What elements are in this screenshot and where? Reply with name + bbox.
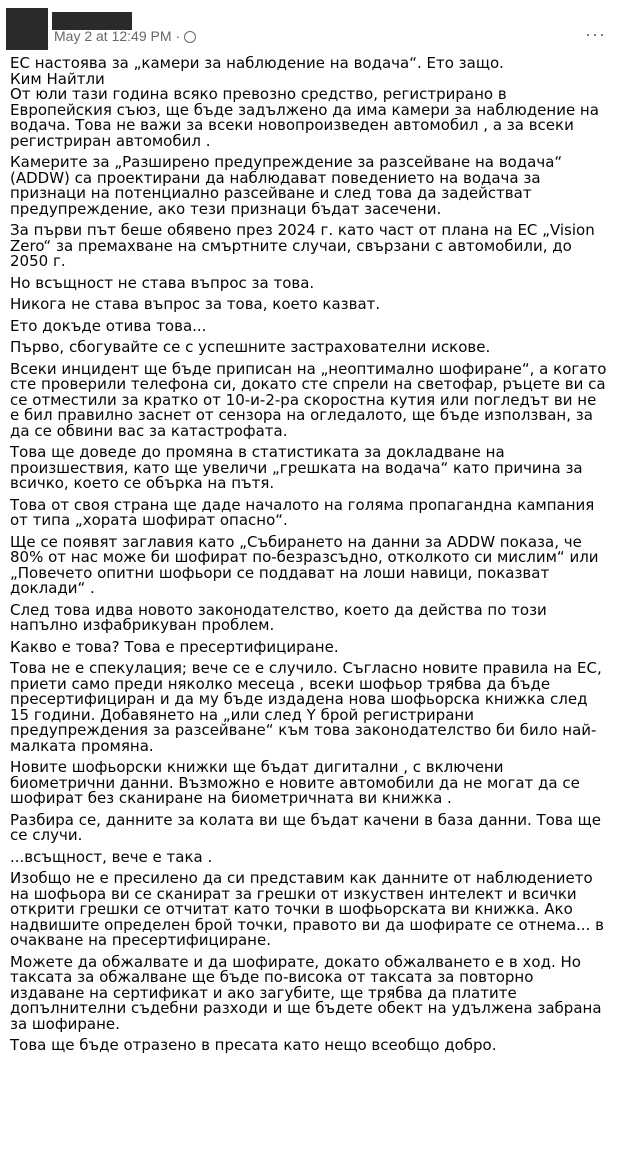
post-paragraph: ...всъщност, вече е така . (10, 847, 213, 866)
post-paragraph: След това идва новото законодателство, което да действа по този напълно изфабрикуван проблем. (10, 600, 547, 634)
post-paragraph: Това не е спекулация; вече се е случило. Съгласно новите правила на ЕС, приети само преди няколко месеца , всеки шофьор трябва да бъде пресертифициран и да му бъде издадена нова шофьорска книжка след 15 години. Добавянето на „или след Y брой регистрирани предупреждения за разсейване“ към това законодателство би било най-малката промяна. (10, 659, 602, 755)
post-paragraph: Можете да обжалвате и да шофирате, докато обжалването е в ход. Но таксата за обжалване ще бъде по-висока от таксата за повторно издаване на сертификат и ако загубите, ще трябва да платите допълнителни съдебни разходи и ще бъдете обект на удължена забрана за шофиране. (10, 952, 602, 1033)
more-options-button[interactable]: ··· (585, 24, 606, 44)
meta-separator: · (175, 28, 181, 44)
post-paragraph: Разбира се, данните за колата ви ще бъдат качени в база данни. Това ще се случи. (10, 810, 602, 844)
post-meta (54, 28, 196, 44)
post-paragraph: Камерите за „Разширено предупреждение за разсейване на водача“ (ADDW) са проектирани да наблюдават поведението на водача за признаци на потенциално разсейване и след това да задействат предупреждение, ако тези признаци бъдат засечени. (10, 153, 563, 218)
post-paragraph: Какво е това? Това е пресертифициране. (10, 637, 339, 656)
post-body (10, 56, 608, 1060)
avatar[interactable] (6, 8, 48, 50)
post-paragraph: Никога не става въпрос за това, което казват. (10, 295, 381, 313)
post-paragraph: Ще се появят заглавия като „Събирането на данни за ADDW показа, че 80% от нас може би шофират по-безразсъдно, отколкото си мислим“ или „Повечето опитни шофьори се поддават на лоши навици, показват доклади“ . (10, 532, 599, 597)
post-paragraph: Първо, сбогувайте се с успешните застрахователни искове. (10, 338, 491, 356)
post-paragraph: Изобщо не е пресилено да си представим как данните от наблюдението на шофьора ви се сканират за грешки от изкуствен интелект и всички открити грешки се отчитат като точки в шофьорската ви книжка. Ако надвишите определен брой точки, правото ви да шофирате се отнема... в очакване на пресертифициране. (10, 869, 604, 949)
post-paragraph: Това ще бъде отразено в пресата като нещо всеобщо добро. (10, 1036, 497, 1054)
post-paragraph: Това ще доведе до промяна в статистиката за докладване на произшествия, като ще увеличи „грешката на водача“ като причина за всичко, което се обърка на пътя. (10, 443, 583, 492)
post-paragraph: Това от своя страна ще даде началото на голяма пропагандна кампания от типа „хората шофират опасно“. (10, 495, 595, 529)
post-header (0, 0, 618, 56)
post-paragraph: Ето докъде отива това... (10, 316, 207, 335)
post-paragraph: Новите шофьорски книжки ще бъдат дигитални , с включени биометрични данни. Възможно е новите автомобили да не могат да се шофират без сканиране на биометричната ви книжка . (10, 758, 580, 807)
post-timestamp[interactable]: May 2 at 12:49 PM (54, 28, 172, 44)
post-paragraph: ЕС настоява за „камери за наблюдение на водача“. Ето защо. Ким Найтли От юли тази година всяко превозно средство, регистрирано в Европейския съюз, ще бъде задължено да има камери за наблюдение на водача. Това не важи за всеки новопроизведен автомобил , а за всеки регистриран автомобил . (10, 54, 599, 150)
post-paragraph: Но всъщност не става въпрос за това. (10, 273, 315, 292)
post-paragraph: За първи път беше обявено през 2024 г. като част от плана на ЕС „Vision Zero“ за премахване на смъртните случаи, свързани с автомобили, до 2050 г. (10, 221, 595, 270)
post-paragraph: Всеки инцидент ще бъде приписан на „неоптимално шофиране“, а когато сте проверили телефона си, докато сте спрели на светофар, ръцете ви са се отместили за кратко от 10-и-2-ра скоростна кутия или погледът ви не е бил правилно заснет от сензора на огледалото, ще бъде използван, за да се обвини вас за катастрофата. (10, 359, 607, 440)
globe-icon[interactable] (184, 31, 196, 43)
